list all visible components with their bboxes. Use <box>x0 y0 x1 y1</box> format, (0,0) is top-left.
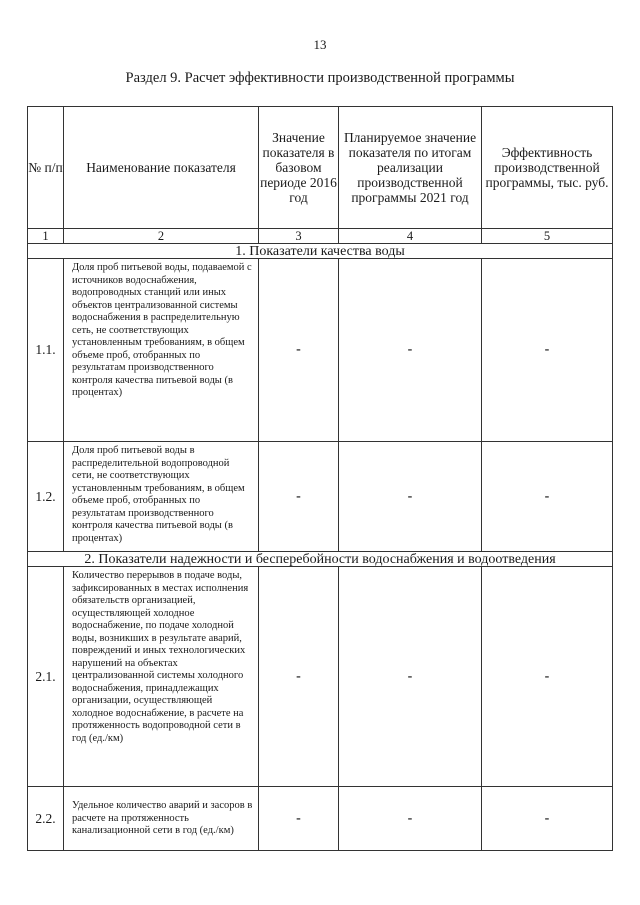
indicator-name: Доля проб питьевой воды, подаваемой с источников водоснабжения, водопроводных станций или иных объектов централизованной системы водоснабжения в распределительную сеть, не соответствующих установленным требованиям, в общем объеме проб, отобранных по результатам производственного контроля качества питьевой воды (в процентах) <box>64 259 259 442</box>
indicator-name: Доля проб питьевой воды в распределительной водопроводной сети, не соответствующих установленным требованиям, в общем объеме проб, отобранных по результатам производственного контроля качества питьевой воды (в процентах) <box>64 442 259 552</box>
column-number: 3 <box>259 229 339 244</box>
table-row <box>28 442 613 552</box>
table-row <box>28 787 613 851</box>
section-title: Раздел 9. Расчет эффективности производственной программы <box>125 70 515 86</box>
header-planned: Планируемое значение показателя по итогам реализации производственной программы 2021 год <box>339 107 482 229</box>
column-number: 2 <box>64 229 259 244</box>
table-row <box>28 259 613 442</box>
efficiency-value: - <box>482 259 613 442</box>
header-num: № п/п <box>28 107 64 229</box>
section-row <box>28 244 613 259</box>
row-number: 2.2. <box>28 787 64 851</box>
table-row <box>28 567 613 787</box>
page-number: 13 <box>313 37 327 52</box>
planned-value: - <box>339 442 482 552</box>
column-number: 5 <box>482 229 613 244</box>
base-value: - <box>259 442 339 552</box>
planned-value: - <box>339 567 482 787</box>
efficiency-value: - <box>482 787 613 851</box>
planned-value: - <box>339 259 482 442</box>
header-efficiency: Эффективность производственной программы, тыс. руб. <box>482 107 613 229</box>
indicator-name: Удельное количество аварий и засоров в расчете на протяженность канализационной сети в год (ед./км) <box>64 787 259 851</box>
indicator-name: Количество перерывов в подаче воды, зафиксированных в местах исполнения обязательств организацией, осуществляющей холодное водоснабжение, по подаче холодной воды, возникших в результате аварий, повреждений и иных технологических нарушений на объектах централизованной системы холодного водоснабжения, принадлежащих организации, осуществляющей холодное водоснабжение, в расчете на протяженность водопроводной сети в год (ед./км) <box>64 567 259 787</box>
base-value: - <box>259 787 339 851</box>
efficiency-value: - <box>482 442 613 552</box>
efficiency-value: - <box>482 567 613 787</box>
header-name: Наименование показателя <box>64 107 259 229</box>
section-row <box>28 552 613 567</box>
section-title-2: 2. Показатели надежности и бесперебойности водоснабжения и водоотведения <box>28 552 613 567</box>
base-value: - <box>259 259 339 442</box>
row-number: 1.2. <box>28 442 64 552</box>
header-row <box>28 107 613 229</box>
column-number: 4 <box>339 229 482 244</box>
planned-value: - <box>339 787 482 851</box>
efficiency-table <box>27 106 613 851</box>
header-base: Значение показателя в базовом периоде 2016 год <box>259 107 339 229</box>
row-number: 1.1. <box>28 259 64 442</box>
column-number-row <box>28 229 613 244</box>
base-value: - <box>259 567 339 787</box>
column-number: 1 <box>28 229 64 244</box>
section-title-1: 1. Показатели качества воды <box>28 244 613 259</box>
row-number: 2.1. <box>28 567 64 787</box>
